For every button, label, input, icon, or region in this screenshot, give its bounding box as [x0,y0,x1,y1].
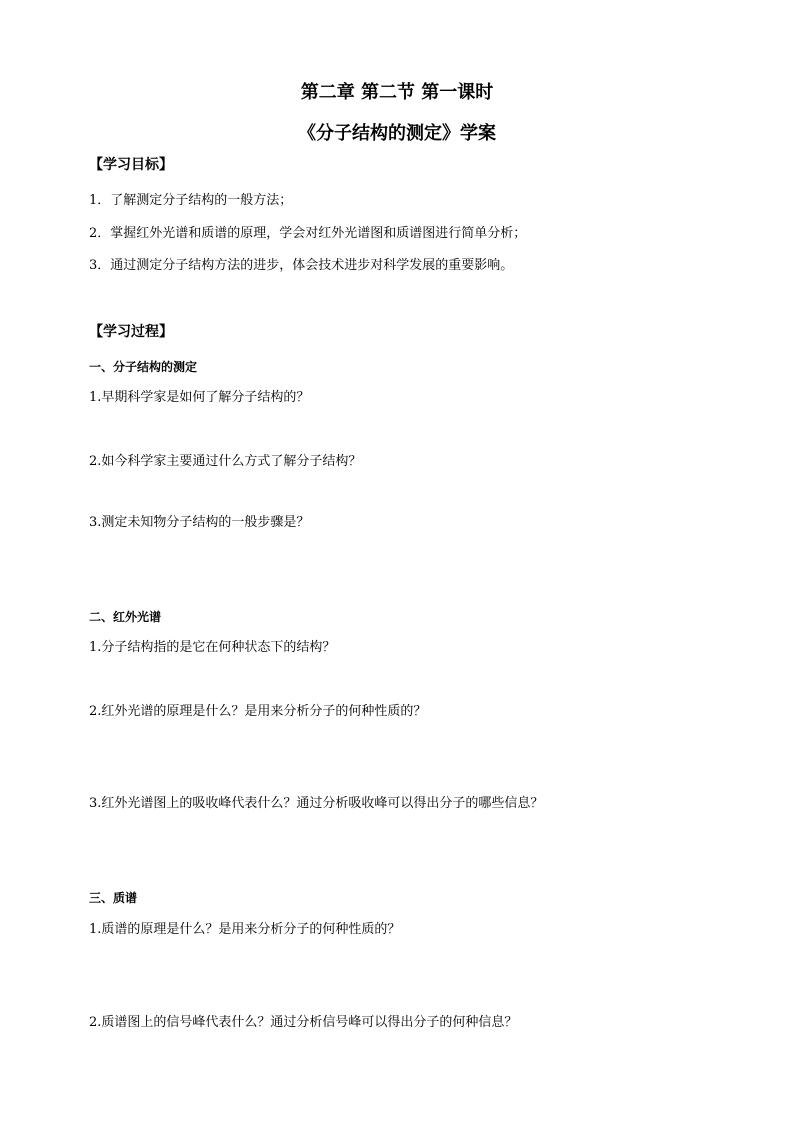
objective-item: 2．掌握红外光谱和质谱的原理，学会对红外光谱图和质谱图进行简单分析； [89,226,527,241]
question-item: 2.红外光谱的原理是什么？是用来分析分子的何种性质的？ [89,704,427,719]
question-item: 2.质谱图上的信号峰代表什么？通过分析信号峰可以得出分子的何种信息？ [89,1015,518,1030]
question-item: 1.早期科学家是如何了解分子结构的？ [89,390,310,405]
objective-item: 3．通过测定分子结构方法的进步，体会技术进步对科学发展的重要影响。 [89,258,514,273]
question-item: 3.测定未知物分子结构的一般步骤是？ [89,515,310,530]
question-item: 2.如今科学家主要通过什么方式了解分子结构？ [89,454,362,469]
page-subtitle: 《分子结构的测定》学案 [298,123,496,144]
page-title: 第二章 第二节 第一课时 [300,82,494,103]
objectives-heading: 【学习目标】 [89,157,173,173]
question-item: 1.分子结构指的是它在何种状态下的结构？ [89,640,336,655]
question-item: 3.红外光谱图上的吸收峰代表什么？通过分析吸收峰可以得出分子的哪些信息？ [89,796,544,811]
section-title: 二、红外光谱 [89,610,162,624]
section-title: 三、质谱 [89,891,138,905]
question-item: 1.质谱的原理是什么？是用来分析分子的何种性质的？ [89,922,401,937]
process-heading: 【学习过程】 [89,324,173,340]
objective-item: 1．了解测定分子结构的一般方法； [89,193,293,208]
section-title: 一、分子结构的测定 [89,360,198,374]
